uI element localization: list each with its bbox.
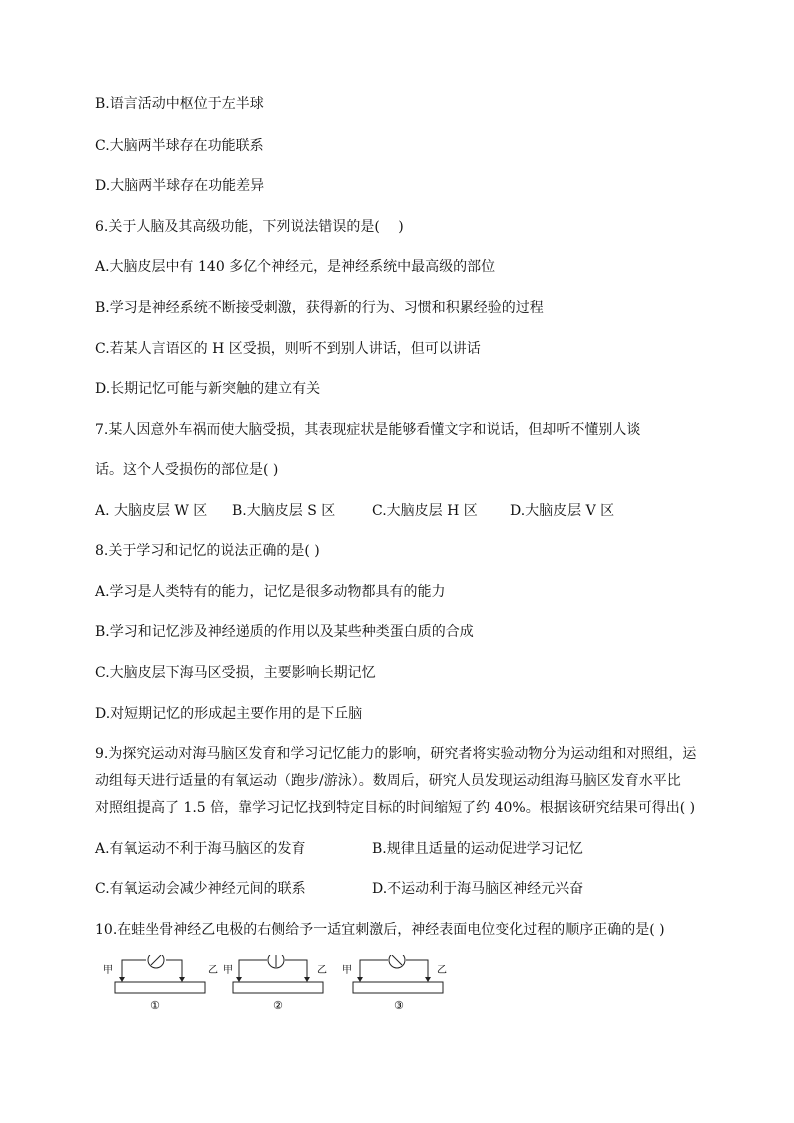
q7-option-b: B.大脑皮层 S 区 xyxy=(232,503,336,519)
question-7-line-1: 7.某人因意外车祸而使大脑受损，其表现症状是能够看懂文字和说话，但却听不懂别人谈 xyxy=(95,422,641,438)
line-q6-c: C.若某人言语区的 H 区受损，则听不到别人讲话，但可以讲话 xyxy=(95,341,481,357)
diagram-1-left-label: 甲 xyxy=(103,965,113,976)
line-q5-c: C.大脑两半球存在功能联系 xyxy=(95,138,264,154)
q9-option-c: C.有氧运动会减少神经元间的联系 xyxy=(95,881,306,897)
nerve-potential-diagram xyxy=(95,955,455,1015)
question-8: 8.关于学习和记忆的说法正确的是( ) xyxy=(95,543,320,559)
question-6: 6.关于人脑及其高级功能，下列说法错误的是( ) xyxy=(95,219,404,235)
question-9-line-2: 动组每天进行适量的有氧运动（跑步/游泳）。数周后，研究人员发现运动组海马脑区发育水平比 xyxy=(95,773,681,789)
diagram-3-left-label: 甲 xyxy=(342,965,352,976)
diagram-1-caption: ① xyxy=(150,999,160,1012)
diagram-3 xyxy=(342,955,447,1012)
q9-option-b: B.规律且适量的运动促进学习记忆 xyxy=(372,841,583,857)
diagram-2-right-label: 乙 xyxy=(317,965,327,976)
question-9-line-3: 对照组提高了 1.5 倍，靠学习记忆找到特定目标的时间缩短了约 40%。根据该研究结果可得出( ) xyxy=(95,800,696,816)
diagram-1 xyxy=(103,955,218,1012)
q7-option-d: D.大脑皮层 V 区 xyxy=(510,503,615,519)
question-9-line-1: 9.为探究运动对海马脑区发育和学习记忆能力的影响，研究者将实验动物分为运动组和对照组，运 xyxy=(95,746,697,762)
diagram-3-caption: ③ xyxy=(394,999,404,1012)
line-q5-d: D.大脑两半球存在功能差异 xyxy=(95,178,265,194)
diagram-3-right-label: 乙 xyxy=(437,965,447,976)
q9-option-d: D.不运动利于海马脑区神经元兴奋 xyxy=(372,881,584,897)
diagram-1-right-label: 乙 xyxy=(208,965,218,976)
diagram-2-left-label: 甲 xyxy=(223,965,233,976)
q7-option-c: C.大脑皮层 H 区 xyxy=(372,503,478,519)
diagram-2 xyxy=(223,955,327,1012)
question-10: 10.在蛙坐骨神经乙电极的右侧给予一适宜刺激后，神经表面电位变化过程的顺序正确的是( ) xyxy=(95,922,665,938)
line-q6-d: D.长期记忆可能与新突触的建立有关 xyxy=(95,381,321,397)
line-q8-b: B.学习和记忆涉及神经递质的作用以及某些种类蛋白质的合成 xyxy=(95,624,474,640)
line-q6-b: B.学习是神经系统不断接受刺激，获得新的行为、习惯和积累经验的过程 xyxy=(95,300,544,316)
line-q8-c: C.大脑皮层下海马区受损，主要影响长期记忆 xyxy=(95,665,376,681)
line-q6-a: A.大脑皮层中有 140 多亿个神经元，是神经系统中最高级的部位 xyxy=(95,259,496,275)
q9-option-a: A.有氧运动不利于海马脑区的发育 xyxy=(95,841,306,857)
line-q8-d: D.对短期记忆的形成起主要作用的是下丘脑 xyxy=(95,706,363,722)
question-7-line-2: 话。这个人受损伤的部位是( ) xyxy=(95,462,279,478)
line-q5-b: B.语言活动中枢位于左半球 xyxy=(95,96,264,112)
diagram-2-caption: ② xyxy=(273,999,283,1012)
line-q8-a: A.学习是人类特有的能力，记忆是很多动物都具有的能力 xyxy=(95,584,446,600)
q7-option-a: A. 大脑皮层 W 区 xyxy=(95,503,208,519)
